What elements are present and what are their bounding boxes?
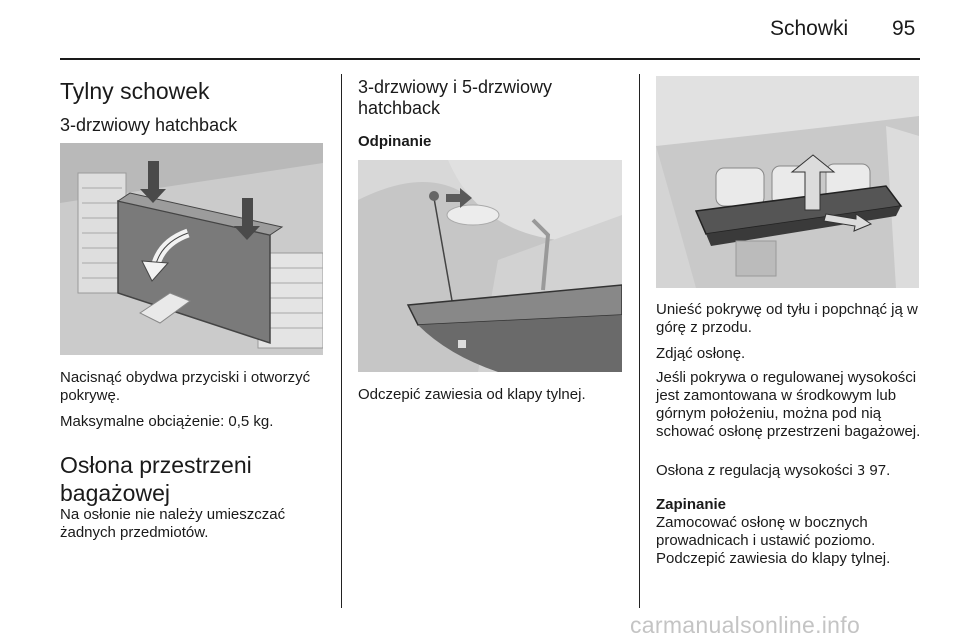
page-number: 95 [892, 17, 916, 40]
paragraph-height-adjust-ref [656, 462, 924, 481]
paragraph-lift-cover: Unieść pokrywę od tyłu i popchnąć ją w górę z przodu. [656, 301, 918, 336]
paragraph-remove-cover: Zdjąć osłonę. [656, 345, 746, 362]
figure-rear-compartment-cover [60, 143, 323, 355]
column-divider-1 [341, 74, 342, 608]
subtitle-3-5-door-hatchback: 3-drzwiowy i 5-drzwiowy hatchback [358, 77, 553, 118]
paragraph-max-load: Maksymalne obciążenie: 0,5 kg. [60, 413, 274, 430]
label-unhooking: Odpinanie [358, 133, 432, 150]
paragraph-no-objects: Na osłonie nie należy umieszczać żadnych przedmiotów. [60, 506, 286, 541]
page-ref-link[interactable]: 97. [869, 462, 891, 479]
height-adjust-text: Osłona z regulacją wysokości [656, 462, 853, 479]
running-header-title: Schowki [770, 17, 849, 40]
paragraph-press-buttons: Nacisnąć obydwa przyciski i otworzyć pokrywę. [60, 369, 311, 404]
caption-unhook-straps: Odczepić zawiesia od klapy tylnej. [358, 386, 586, 403]
watermark: carmanualsonline.info [630, 612, 861, 638]
section-title-rear-compartment: Tylny schowek [60, 78, 210, 104]
section-title-luggage-cover: Osłona przestrzeni bagażowej [60, 452, 252, 506]
paragraph-attach-cover: Zamocować osłonę w bocznych prowadnicach i ustawić poziomo. Podczepić zawiesia do klapy tylnej. [656, 514, 891, 567]
page-ref-arrow-icon: 3 [856, 464, 866, 479]
paragraph-adjustable-cover: Jeśli pokrywa o regulowanej wysokości jest zamontowana w środkowym lub górnym położeniu, można pod nią schować osłonę przestrzeni bagażowej. [656, 369, 921, 440]
header-divider [60, 58, 920, 60]
subtitle-3-door-hatchback: 3-drzwiowy hatchback [60, 115, 238, 135]
figure-unhook-strap [358, 160, 622, 372]
figure-remove-cover [656, 76, 919, 288]
label-attaching: Zapinanie [656, 496, 727, 513]
column-divider-2 [639, 74, 640, 608]
